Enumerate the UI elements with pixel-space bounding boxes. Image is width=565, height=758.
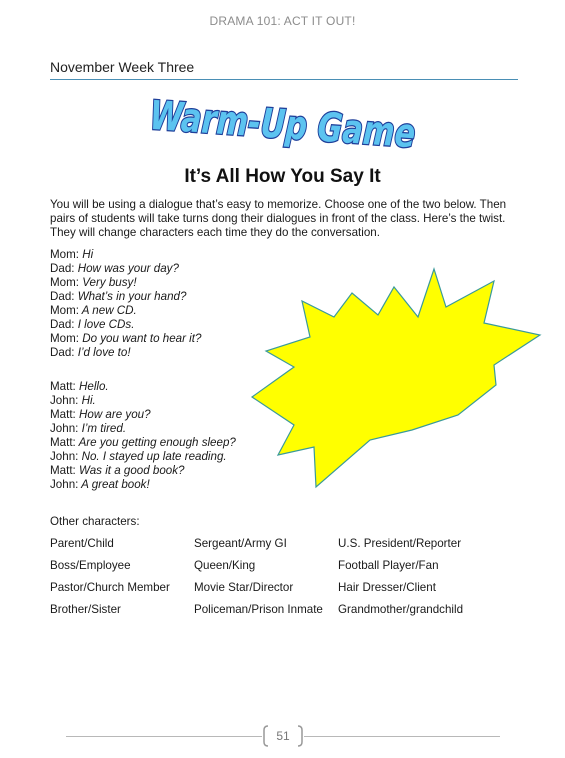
role-pair: Grandmother/grandchild [338, 603, 464, 616]
role-pair: Hair Dresser/Client [338, 581, 436, 594]
dialogue-text: No. I stayed up late reading. [78, 450, 227, 463]
dialogue-text: Hello. [75, 380, 109, 393]
dialogue-line [50, 276, 201, 290]
dialogue-text: Very busy! [78, 276, 137, 289]
dialogue-line [50, 318, 201, 332]
role-pair: Boss/Employee [50, 559, 131, 572]
dialogue-line [50, 408, 236, 422]
speaker-label: John: [50, 394, 79, 407]
speaker-label: John: [50, 422, 79, 435]
speaker-label: Matt: [50, 408, 76, 421]
dialogue-text: I love CDs. [74, 318, 135, 331]
dialogue-text: How was your day? [74, 262, 179, 275]
dialogue-text: What’s in your hand? [74, 290, 187, 303]
intro-paragraph: You will be using a dialogue that’s easy to memorize. Choose one of the two below. Then pairs of students will take turns dong their dialogues in front of the class. Here’s the twist. They will change characters each time they do the conversation. [50, 198, 507, 239]
role-pair: U.S. President/Reporter [338, 537, 462, 550]
dialogue-line [50, 346, 201, 360]
speaker-label: John: [50, 450, 79, 463]
warm-up-game-banner [142, 92, 501, 164]
section-label: November Week Three [50, 59, 195, 75]
role-pair: Pastor/Church Member [50, 581, 170, 594]
dialogue-text: A great book! [78, 478, 150, 491]
speaker-label: Mom: [50, 304, 79, 317]
dialogue-line [50, 262, 201, 276]
role-pair: Queen/King [194, 559, 256, 572]
speaker-label: Mom: [50, 276, 79, 289]
dialogue-line [50, 394, 236, 408]
dialogue-line [50, 380, 236, 394]
role-pair: Sergeant/Army GI [194, 537, 287, 550]
footer-rule-right [304, 736, 500, 737]
role-pair: Brother/Sister [50, 603, 121, 616]
speaker-label: Mom: [50, 332, 79, 345]
speaker-label: Dad: [50, 290, 75, 303]
dialogue-line [50, 248, 201, 262]
dialogue-matt-john [50, 380, 236, 492]
speaker-label: John: [50, 478, 79, 491]
dialogue-mom-dad [50, 248, 201, 360]
dialogue-text: How are you? [75, 408, 151, 421]
dialogue-text: A new CD. [78, 304, 137, 317]
dialogue-line [50, 290, 201, 304]
speaker-label: Matt: [50, 380, 76, 393]
dialogue-line [50, 450, 236, 464]
banner-text: Warm-Up Game [148, 92, 501, 164]
dialogue-line [50, 304, 201, 318]
course-header: DRAMA 101: ACT IT OUT! [209, 14, 356, 28]
dialogue-line [50, 332, 201, 346]
speaker-label: Matt: [50, 464, 76, 477]
dialogue-line [50, 436, 236, 450]
starburst-shape [250, 265, 542, 499]
dialogue-line [50, 478, 236, 492]
page-title: It’s All How You Say It [184, 166, 381, 187]
role-pair: Movie Star/Director [194, 581, 294, 594]
other-characters-label: Other characters: [50, 515, 140, 528]
speaker-label: Mom: [50, 248, 79, 261]
starburst-shape [252, 269, 540, 487]
dialogue-text: Are you getting enough sleep? [75, 436, 236, 449]
dialogue-text: I’d love to! [74, 346, 131, 359]
speaker-label: Matt: [50, 436, 76, 449]
role-pair: Parent/Child [50, 537, 114, 550]
page-number: 51 [276, 729, 290, 743]
role-pair: Football Player/Fan [338, 559, 439, 572]
dialogue-text: Do you want to hear it? [78, 332, 202, 345]
role-pair: Policeman/Prison Inmate [194, 603, 323, 616]
dialogue-text: Hi [78, 248, 94, 261]
speaker-label: Dad: [50, 346, 75, 359]
dialogue-line [50, 422, 236, 436]
speaker-label: Dad: [50, 318, 75, 331]
footer-rule-left [66, 736, 262, 737]
speaker-label: Dad: [50, 262, 75, 275]
dialogue-text: I’m tired. [78, 422, 127, 435]
header-divider [50, 79, 518, 80]
dialogue-line [50, 464, 236, 478]
dialogue-text: Was it a good book? [75, 464, 185, 477]
dialogue-text: Hi. [78, 394, 96, 407]
